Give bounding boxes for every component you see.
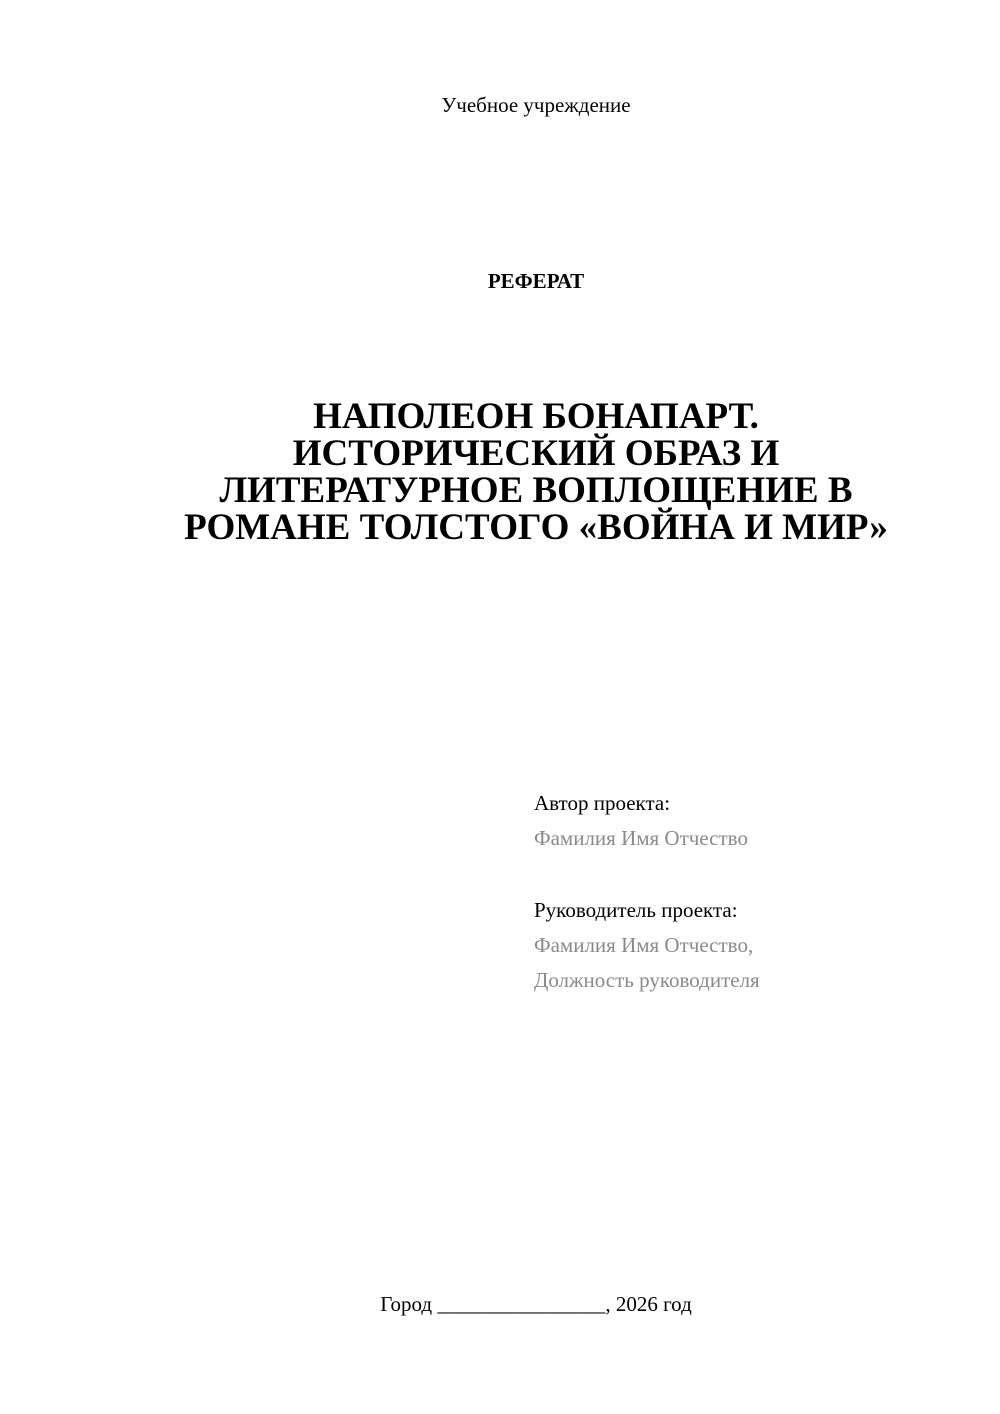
author-name: Фамилия Имя Отчество (534, 826, 748, 850)
supervisor-block (534, 893, 974, 998)
city-year-line: Город ________________, 2026 год (380, 1292, 692, 1316)
document-type: РЕФЕРАТ (487, 269, 585, 293)
title-line-3: ЛИТЕРАТУРНОЕ ВОПЛОЩЕНИЕ В (219, 470, 853, 511)
document-title (140, 398, 932, 546)
title-line-1: НАПОЛЕОН БОНАПАРТ. (313, 396, 759, 437)
supervisor-name: Фамилия Имя Отчество, (534, 933, 754, 957)
author-block (534, 786, 974, 856)
supervisor-position: Должность руководителя (534, 968, 760, 992)
title-line-4: РОМАНЕ ТОЛСТОГО «ВОЙНА И МИР» (184, 507, 888, 548)
institution-name: Учебное учреждение (441, 93, 631, 117)
author-label: Автор проекта: (534, 791, 671, 815)
title-line-2: ИСТОРИЧЕСКИЙ ОБРАЗ И (292, 433, 780, 474)
supervisor-label: Руководитель проекта: (534, 898, 738, 922)
